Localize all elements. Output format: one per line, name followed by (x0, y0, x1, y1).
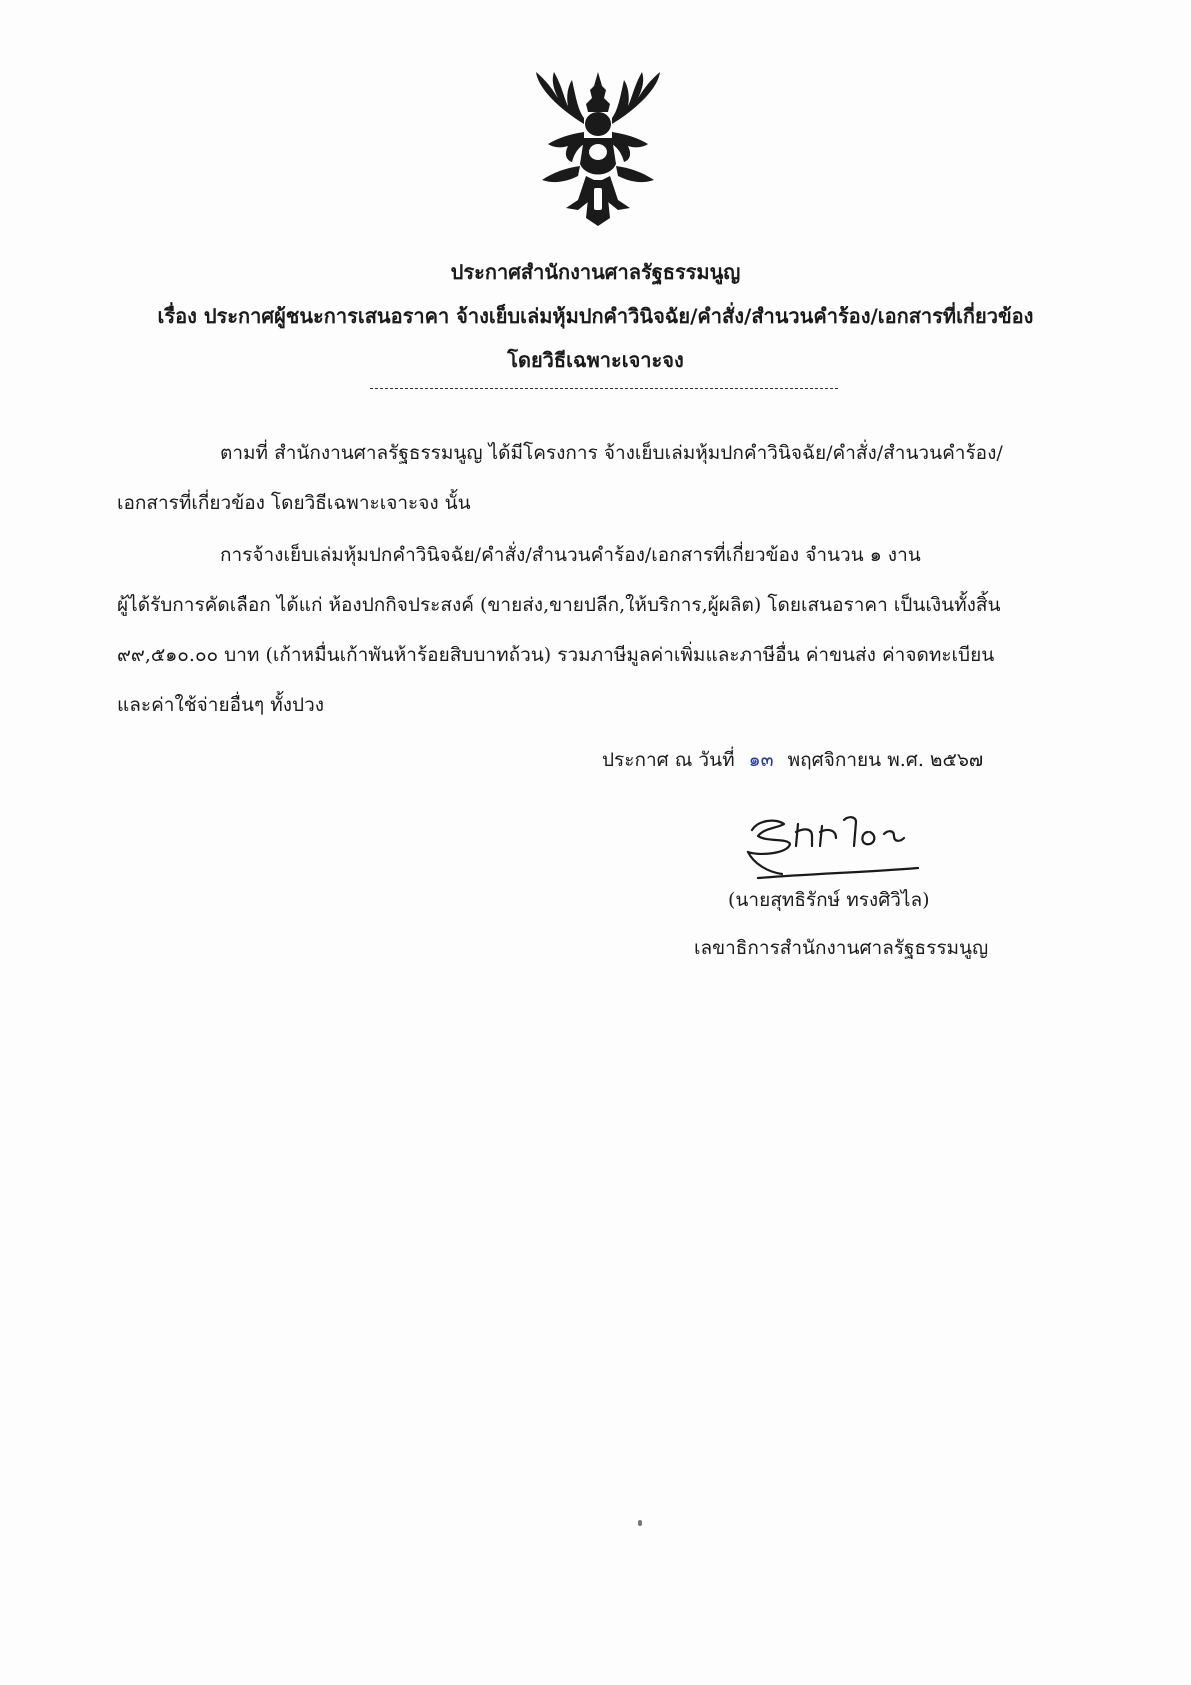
announcement-date (602, 740, 983, 780)
date-day: ๑๓ (748, 749, 774, 771)
announcement-method: โดยวิธีเฉพาะเจาะจง (507, 348, 684, 372)
body-paragraph-2-line-4: และค่าใช้จ่ายอื่นๆ ทั้งปวง (117, 694, 325, 716)
handwritten-signature-icon (718, 802, 938, 882)
signatory-position: เลขาธิการสำนักงานศาลรัฐธรรมนูญ (694, 937, 989, 959)
body-paragraph-1-line-2: เอกสารที่เกี่ยวข้อง โดยวิธีเฉพาะเจาะจง นั้น (117, 492, 471, 514)
garuda-emblem-icon (518, 68, 678, 228)
announcement-title: ประกาศสำนักงานศาลรัฐธรรมนูญ (450, 260, 741, 284)
announcement-subject: เรื่อง ประกาศผู้ชนะการเสนอราคา จ้างเย็บเล่มหุ้มปกคำวินิจฉัย/คำสั่ง/สำนวนคำร้อง/เอกสารที่เกี่ยวข้อง (157, 304, 1034, 328)
body-paragraph-2-line-3: ๙๙,๕๑๐.๐๐ บาท (เก้าหมื่นเก้าพันห้าร้อยสิบบาทถ้วน) รวมภาษีมูลค่าเพิ่มและภาษีอื่น ค่าขนส่ง ค่าจดทะเบียน (117, 644, 995, 666)
signatory-name: (นายสุทธิรักษ์ ทรงศิวิไล) (728, 889, 930, 911)
date-prefix: ประกาศ ณ วันที่ (602, 749, 735, 771)
body-paragraph-2-line-2: ผู้ได้รับการคัดเลือก ได้แก่ ห้องปกกิจประสงค์ (ขายส่ง,ขายปลีก,ให้บริการ,ผู้ผลิต) โดยเสนอราคา เป็นเงินทั้งสิ้น (117, 594, 1001, 616)
scan-speck (638, 1520, 642, 1526)
body-paragraph-2-line-1: การจ้างเย็บเล่มหุ้มปกคำวินิจฉัย/คำสั่ง/สำนวนคำร้อง/เอกสารที่เกี่ยวข้อง จำนวน ๑ งาน (220, 544, 921, 566)
date-month-year: พฤศจิกายน พ.ศ. ๒๕๖๗ (787, 749, 984, 771)
body-paragraph-1-line-1: ตามที่ สำนักงานศาลรัฐธรรมนูญ ได้มีโครงการ จ้างเย็บเล่มหุ้มปกคำวินิจฉัย/คำสั่ง/สำนวนคำร้อง/ (220, 442, 1003, 464)
header-divider (370, 388, 838, 389)
